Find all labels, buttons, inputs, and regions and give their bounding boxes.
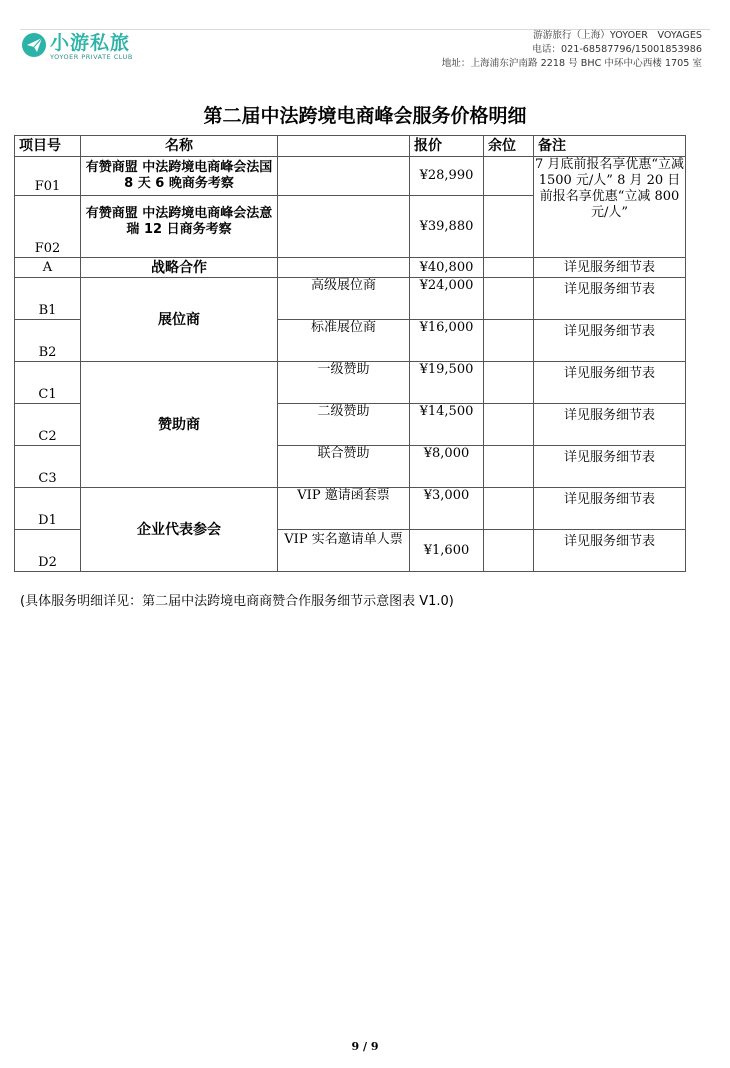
row-remaining [484, 157, 534, 196]
logo-name: 小游私旅 [50, 32, 131, 54]
row-name: 有赞商盟 中法跨境电商峰会法意瑞 12 日商务考察 [81, 196, 278, 258]
group-name-delegate: 企业代表参会 [81, 488, 278, 572]
company-info [442, 29, 702, 71]
row-id: F01 [15, 157, 81, 196]
row-remaining [484, 362, 534, 404]
row-id: F02 [15, 196, 81, 258]
row-remaining [484, 530, 534, 572]
row-note: 详见服务细节表 [534, 278, 686, 320]
row-note: 详见服务细节表 [534, 488, 686, 530]
table-header-row [15, 136, 686, 157]
row-sub: 高级展位商 [278, 278, 410, 320]
row-remaining [484, 446, 534, 488]
row-name: 有赞商盟 中法跨境电商峰会法国 8 天 6 晚商务考察 [81, 157, 278, 196]
row-price: ¥40,800 [410, 258, 484, 278]
page-number: 9 / 9 [351, 1040, 379, 1053]
group-name-booth: 展位商 [81, 278, 278, 362]
row-id: C3 [15, 446, 81, 488]
row-sub [278, 196, 410, 258]
row-remaining [484, 488, 534, 530]
header-name: 名称 [81, 136, 278, 157]
price-table [14, 135, 686, 572]
row-sub: 联合赞助 [278, 446, 410, 488]
row-price: ¥19,500 [410, 362, 484, 404]
header-price: 报价 [410, 136, 484, 157]
company-name: 游游旅行（上海）YOYOER VOYAGES [533, 30, 702, 41]
row-note: 详见服务细节表 [534, 320, 686, 362]
row-price: ¥28,990 [410, 157, 484, 196]
row-sub [278, 157, 410, 196]
row-id: A [15, 258, 81, 278]
brand-logo [20, 30, 150, 64]
row-note: 详见服务细节表 [534, 446, 686, 488]
row-note: 详见服务细节表 [534, 404, 686, 446]
table-row [15, 362, 686, 404]
row-price: ¥16,000 [410, 320, 484, 362]
row-sub: VIP 邀请函套票 [278, 488, 410, 530]
table-row [15, 157, 686, 196]
row-price: ¥14,500 [410, 404, 484, 446]
row-remaining [484, 320, 534, 362]
row-id: B2 [15, 320, 81, 362]
row-sub: 二级赞助 [278, 404, 410, 446]
row-price: ¥39,880 [410, 196, 484, 258]
row-price: ¥3,000 [410, 488, 484, 530]
row-note: 详见服务细节表 [534, 530, 686, 572]
row-sub [278, 258, 410, 278]
company-address: 地址：上海浦东沪南路 2218 号 BHC 中环中心西楼 1705 室 [441, 58, 702, 69]
table-row [15, 258, 686, 278]
row-price: ¥8,000 [410, 446, 484, 488]
header-remaining: 余位 [484, 136, 534, 157]
row-sub: 一级赞助 [278, 362, 410, 404]
table-row [15, 488, 686, 530]
early-bird-remark: 7 月底前报名享优惠“立减 1500 元/人” 8 月 20 日前报名享优惠“立减 800 元/人” [534, 157, 686, 258]
table-row [15, 278, 686, 320]
row-id: C1 [15, 362, 81, 404]
header-blank [278, 136, 410, 157]
group-name-sponsor: 赞助商 [81, 362, 278, 488]
row-sub: VIP 实名邀请单人票 [278, 530, 410, 572]
row-remaining [484, 258, 534, 278]
row-price: ¥1,600 [410, 530, 484, 572]
page-title: 第二届中法跨境电商峰会服务价格明细 [203, 105, 527, 127]
row-note: 详见服务细节表 [534, 258, 686, 278]
row-remaining [484, 404, 534, 446]
logo-tagline: YOYOER PRIVATE CLUB [50, 53, 133, 61]
paper-plane-leaf-icon [20, 30, 48, 60]
header-id: 项目号 [15, 136, 81, 157]
row-id: B1 [15, 278, 81, 320]
row-note: 详见服务细节表 [534, 362, 686, 404]
row-price: ¥24,000 [410, 278, 484, 320]
company-phone: 电话：021-68587796/15001853986 [532, 44, 702, 55]
row-remaining [484, 278, 534, 320]
header-notes: 备注 [534, 136, 686, 157]
row-sub: 标准展位商 [278, 320, 410, 362]
row-name: 战略合作 [81, 258, 278, 278]
row-id: D2 [15, 530, 81, 572]
row-id: D1 [15, 488, 81, 530]
footnote: (具体服务明细详见：第二届中法跨境电商商赞合作服务细节示意图表 V1.0) [20, 594, 454, 609]
row-id: C2 [15, 404, 81, 446]
row-remaining [484, 196, 534, 258]
